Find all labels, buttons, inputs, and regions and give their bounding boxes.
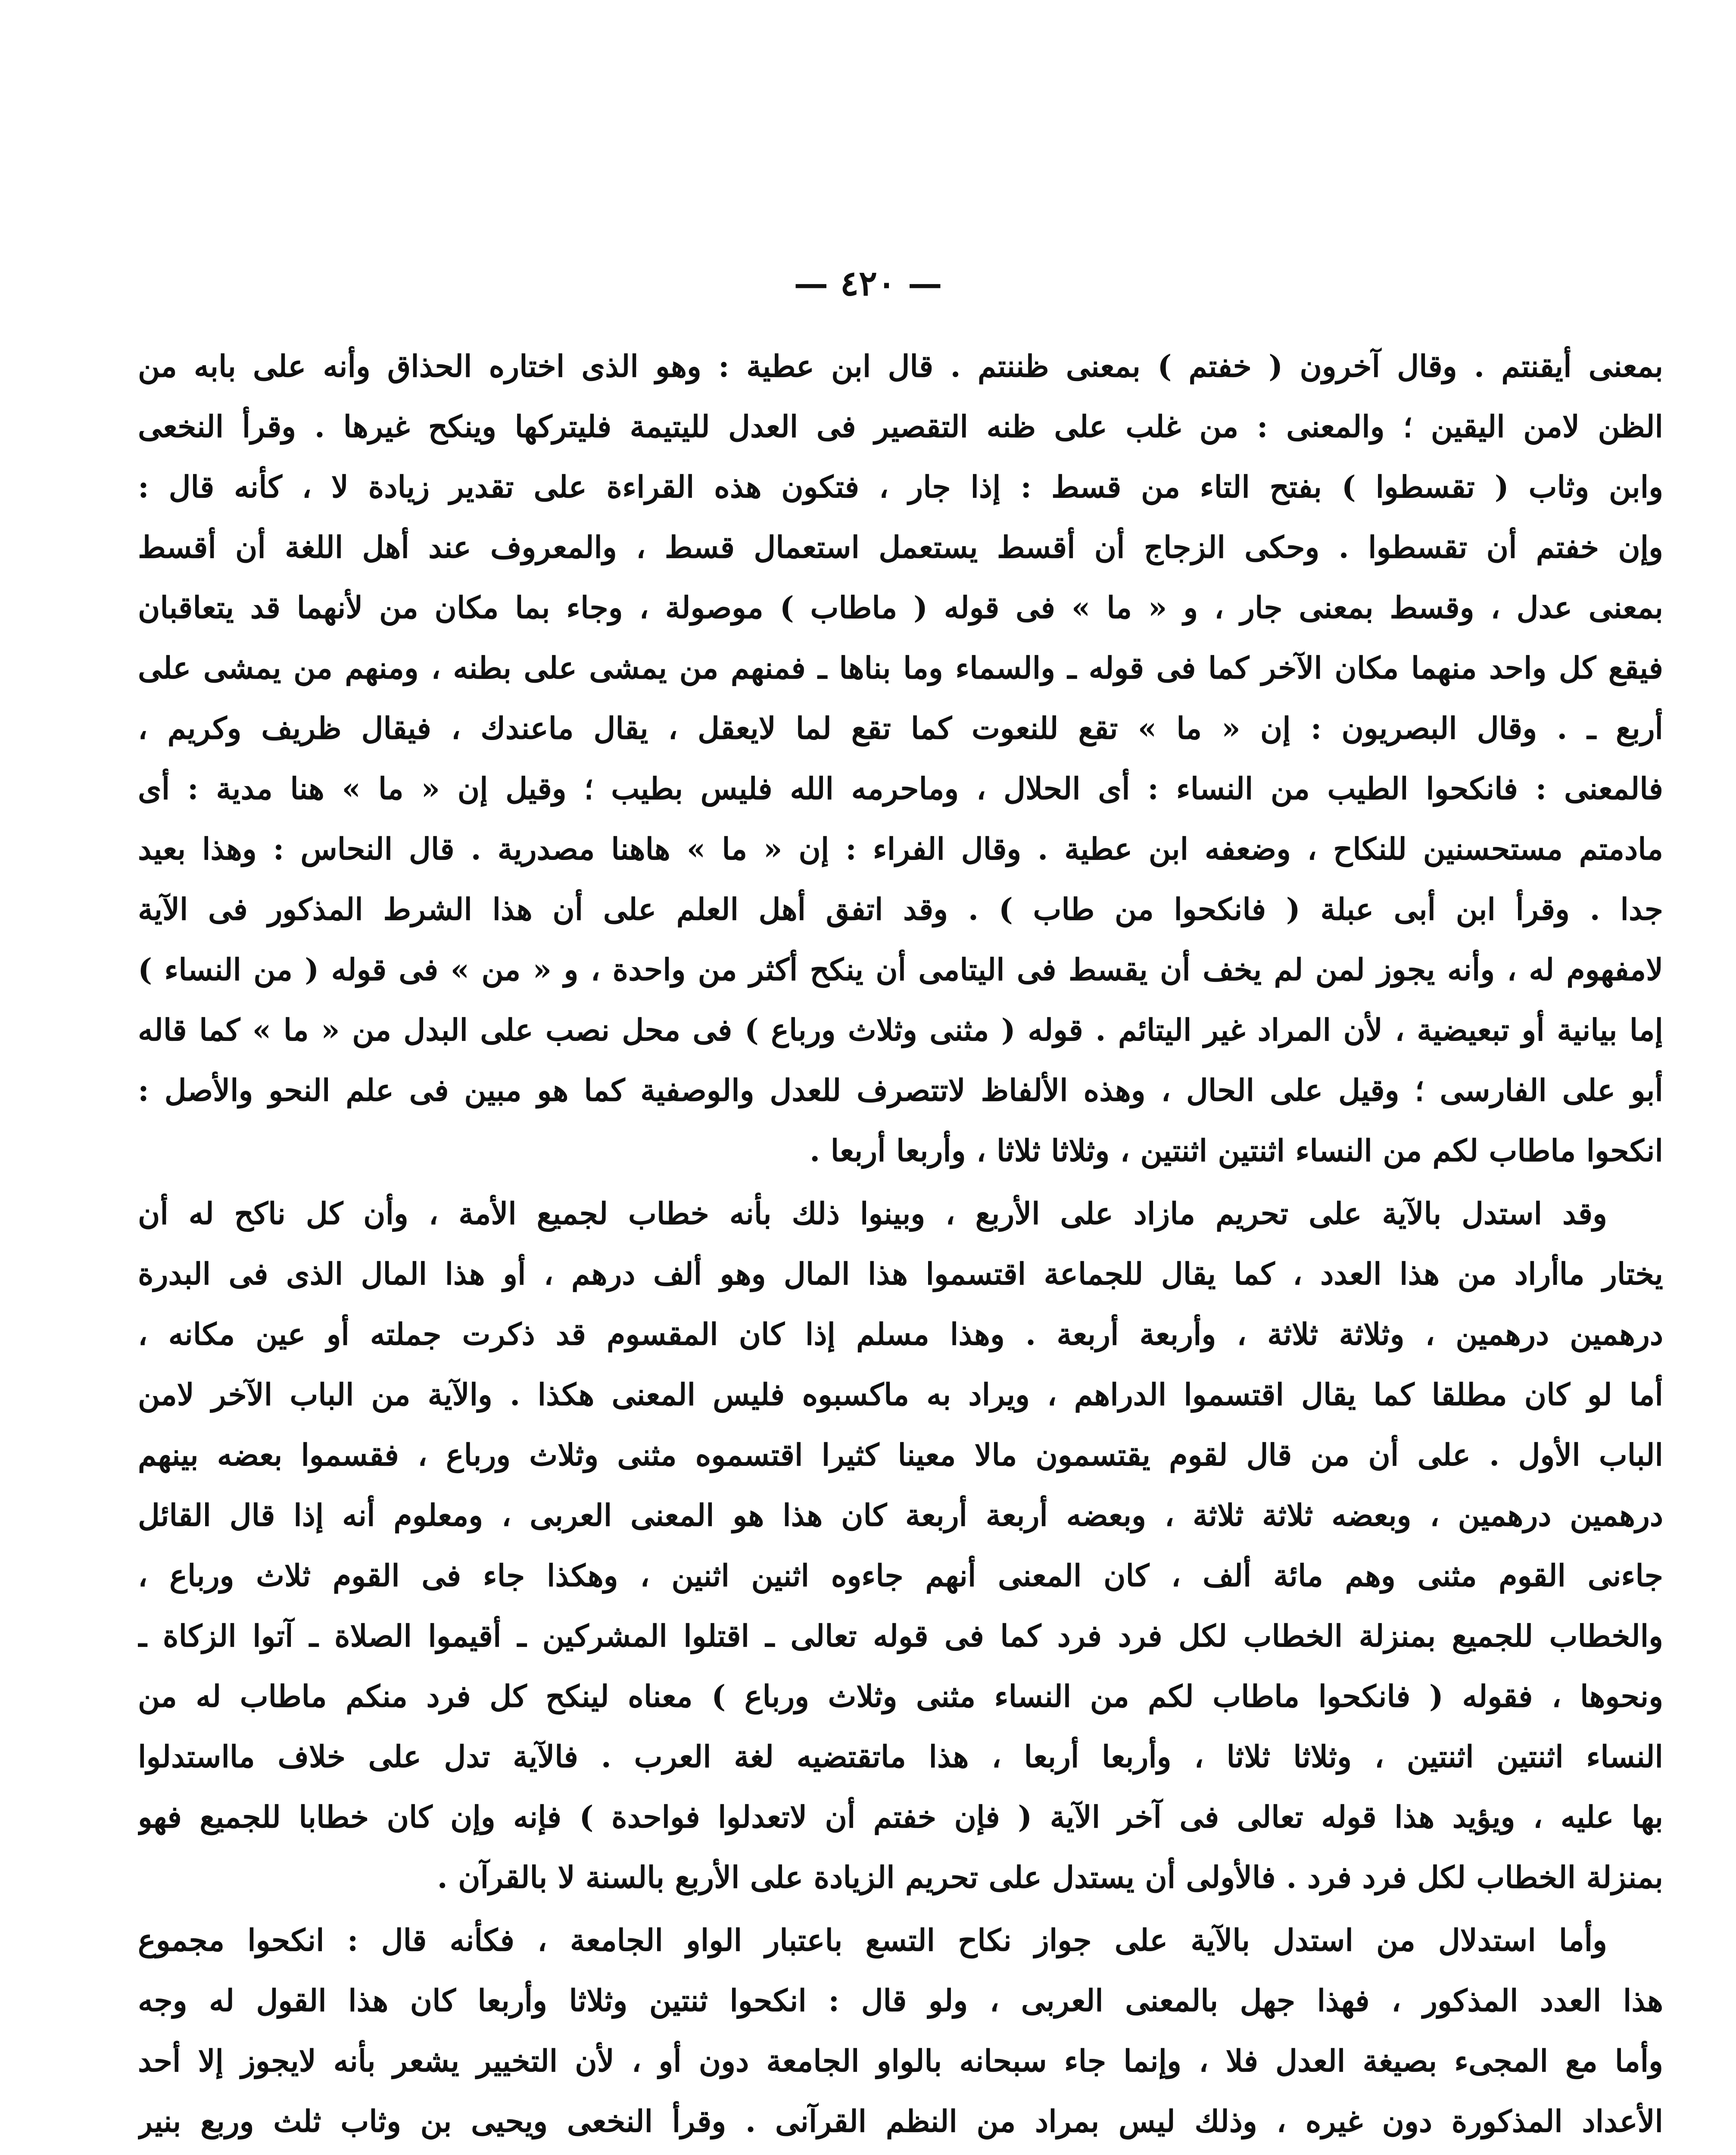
paragraph <box>138 1184 1663 1908</box>
text-line: بمعنى أيقنتم . وقال آخرون ( خفتم ) بمعنى ظننتم . قال ابن عطية : وهو الذى اختاره الحذاق وأنه على بابه من <box>138 348 1663 384</box>
text-line: الظن لامن اليقين ؛ والمعنى : من غلب على ظنه التقصير فى العدل لليتيمة فليتركها وينكح غيرها . وقرأ النخعى <box>138 409 1663 444</box>
text-line: فيقع كل واحد منهما مكان الآخر كما فى قوله ـ والسماء وما بناها ـ فمنهم من يمشى على بطنه ، ومنهم من يمشى على <box>138 650 1663 686</box>
paragraph <box>138 1910 1663 2155</box>
text-line: أما لو كان مطلقا كما يقال اقتسموا الدراهم ، ويراد به ماكسبوه فليس المعنى هكذا . والآية من الباب الآخر لامن <box>138 1377 1663 1412</box>
text-line: يختار ماأراد من هذا العدد ، كما يقال للجماعة اقتسموا هذا المال وهو ألف درهم ، أو هذا المال الذى فى البدرة <box>138 1256 1663 1292</box>
text-line: الأعداد المذكورة دون غيره ، وذلك ليس بمراد من النظم القرآنى . وقرأ النخعى ويحيى بن وثاب ثلث وربع بنير <box>138 2103 1663 2139</box>
text-line: النساء اثنتين اثنتين ، وثلاثا ثلاثا ، وأربعا أربعا ، هذا ماتقتضيه لغة العرب . فالآية تدل على خلاف مااستدلوا <box>138 1739 1663 1774</box>
text-line: درهمين درهمين ، وبعضه ثلاثة ثلاثة ، وبعضه أربعة أربعة كان هذا هو المعنى العربى ، ومعلوم أنه إذا قال القائل <box>138 1497 1663 1533</box>
text-line: جاءنى القوم مثنى وهم مائة ألف ، كان المعنى أنهم جاءوه اثنين اثنين ، وهكذا جاء فى القوم ثلاث ورباع ، <box>138 1558 1663 1593</box>
text-line: الباب الأول . على أن من قال لقوم يقتسمون مالا معينا كثيرا اقتسموه مثنى وثلاث ورباع ، فقسموا بعضه بينهم <box>138 1437 1663 1473</box>
text-line: درهمين درهمين ، وثلاثة ثلاثة ، وأربعة أربعة . وهذا مسلم إذا كان المقسوم قد ذكرت جملته أو عين مكانه ، <box>138 1316 1663 1352</box>
body-text <box>138 336 1663 2155</box>
text-line: إما بيانية أو تبعيضية ، لأن المراد غير اليتائم . قوله ( مثنى وثلاث ورباع ) فى محل نصب على البدل من « ما » كما قاله <box>138 1012 1663 1048</box>
paragraph <box>138 336 1663 1181</box>
text-line: والخطاب للجميع بمنزلة الخطاب لكل فرد فرد كما فى قوله تعالى ـ اقتلوا المشركين ـ أقيموا الصلاة ـ آتوا الزكاة ـ <box>138 1618 1663 1654</box>
text-line: وابن وثاب ( تقسطوا ) بفتح التاء من قسط : إذا جار ، فتكون هذه القراءة على تقدير زيادة لا ، كأنه قال : <box>138 469 1663 505</box>
text-line: وأما مع المجىء بصيغة العدل فلا ، وإنما جاء سبحانه بالواو الجامعة دون أو ، لأن التخيير يشعر بأنه لايجوز إلا أحد <box>138 2043 1663 2079</box>
page-number: — ٤٢٠ — <box>794 263 942 303</box>
text-line: فالمعنى : فانكحوا الطيب من النساء : أى الحلال ، وماحرمه الله فليس بطيب ؛ وقيل إن « ما » هنا مدية : أى <box>138 771 1663 806</box>
text-line: انكحوا ماطاب لكم من النساء اثنتين اثنتين ، وثلاثا ثلاثا ، وأربعا أربعا . <box>809 1133 1663 1168</box>
text-line: أربع ـ . وقال البصريون : إن « ما » تقع للنعوت كما تقع لما لايعقل ، يقال ماعندك ، فيقال ظريف وكريم ، <box>138 710 1663 746</box>
text-line: ونحوها ، فقوله ( فانكحوا ماطاب لكم من النساء مثنى وثلاث ورباع ) معناه لينكح كل فرد منكم ماطاب له من <box>138 1678 1663 1714</box>
text-line <box>138 2152 1663 2155</box>
text-line: هذا العدد المذكور ، فهذا جهل بالمعنى العربى ، ولو قال : انكحوا ثنتين وثلاثا وأربعا كان هذا القول له وجه <box>138 1983 1663 2018</box>
text-line: وإن خفتم أن تقسطوا . وحكى الزجاج أن أقسط يستعمل استعمال قسط ، والمعروف عند أهل اللغة أن أقسط <box>138 529 1663 565</box>
text-line: مادمتم مستحسنين للنكاح ، وضعفه ابن عطية . وقال الفراء : إن « ما » هاهنا مصدرية . قال النحاس : وهذا بعيد <box>138 831 1663 867</box>
text-line: وأما استدلال من استدل بالآية على جواز نكاح التسع باعتبار الواو الجامعة ، فكأنه قال : انكحوا مجموع <box>138 1922 1607 1958</box>
text-line: وقد استدل بالآية على تحريم مازاد على الأربع ، وبينوا ذلك بأنه خطاب لجميع الأمة ، وأن كل ناكح له أن <box>138 1196 1607 1231</box>
text-line: بها عليه ، ويؤيد هذا قوله تعالى فى آخر الآية ( فإن خفتم أن لاتعدلوا فواحدة ) فإنه وإن كان خطابا للجميع فهو <box>138 1799 1663 1835</box>
text-line: جدا . وقرأ ابن أبى عبلة ( فانكحوا من طاب ) . وقد اتفق أهل العلم على أن هذا الشرط المذكور فى الآية <box>138 891 1663 927</box>
text-line: بمعنى عدل ، وقسط بمعنى جار ، و « ما » فى قوله ( ماطاب ) موصولة ، وجاء بما مكان من لأنهما قد يتعاقبان <box>138 590 1663 625</box>
text-line: بمنزلة الخطاب لكل فرد فرد . فالأولى أن يستدل على تحريم الزيادة على الأربع بالسنة لا بالقرآن . <box>437 1859 1663 1895</box>
text-line: أبو على الفارسى ؛ وقيل على الحال ، وهذه الألفاظ لاتتصرف للعدل والوصفية كما هو مبين فى علم النحو والأصل : <box>138 1072 1663 1108</box>
text-line: لامفهوم له ، وأنه يجوز لمن لم يخف أن يقسط فى اليتامى أن ينكح أكثر من واحدة ، و « من » فى قوله ( من النساء ) <box>138 952 1663 987</box>
